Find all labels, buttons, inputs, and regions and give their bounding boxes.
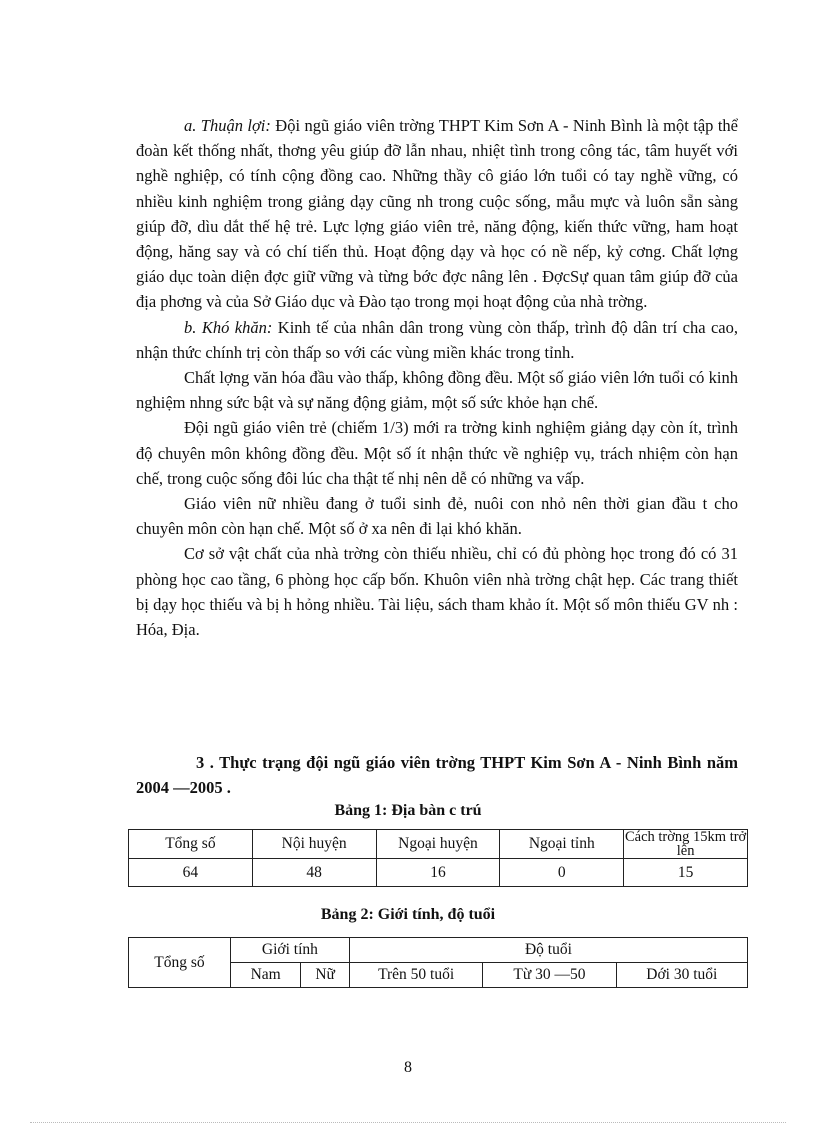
table-header-cell: Tổng số bbox=[129, 830, 253, 859]
table-header-cell: Ngoại tỉnh bbox=[500, 830, 624, 859]
paragraph: Cơ sở vật chất của nhà trờng còn thiếu nhiều, chỉ có đủ phòng học trong đó có 31 phòng học cao tầng, 6 phòng học cấp bốn. Khuôn viên nhà trờng chật hẹp. Các trang thiết bị dạy học thiếu và bị h hỏng nhiều. Tài liệu, sách tham khảo ít. Một số môn thiếu GV nh : Hóa, Địa. bbox=[136, 544, 738, 640]
table-header-row bbox=[129, 830, 748, 859]
table-header-cell: Nữ bbox=[301, 963, 350, 988]
difficulties-text: Kinh tế của nhân dân trong vùng còn thấp, trình độ dân trí cha cao, nhận thức chính trị còn thấp so với các vùng miền khác trong tỉnh. bbox=[136, 317, 738, 362]
gender-age-table bbox=[128, 937, 748, 988]
paragraph: Giáo viên nữ nhiều đang ở tuổi sinh đẻ, nuôi con nhỏ nên thời gian đầu t cho chuyên môn còn hạn chế. Một số ở xa nên đi lại khó khăn. bbox=[136, 494, 738, 539]
page-number: 8 bbox=[404, 1059, 412, 1076]
paragraph: Chất lợng văn hóa đầu vào thấp, không đồng đều. Một số giáo viên lớn tuổi có kinh nghiệm nhng sức bật và sự năng động giảm, một số sức khỏe hạn chế. bbox=[136, 368, 738, 413]
section-heading: 3 . Thực trạng đội ngũ giáo viên trờng THPT Kim Sơn A - Ninh Bình năm 2004 —2005 . bbox=[136, 753, 738, 797]
table-header-cell: Nam bbox=[230, 963, 300, 988]
difficulties-lead: b. Khó khăn: bbox=[184, 317, 273, 337]
table-header-cell: Tổng số bbox=[129, 938, 231, 988]
table1-caption: Bảng 1: Địa bàn c trú bbox=[334, 802, 482, 819]
paragraph: Đội ngũ giáo viên trẻ (chiếm 1/3) mới ra trờng kinh nghiệm giảng dạy còn ít, trình độ chuyên môn không đồng đều. Một số ít nhận thức về nghiệp vụ, trách nhiệm còn hạn chế, trong cuộc sống đôi lúc cha thật tế nhị nên dễ có những va vấp. bbox=[136, 418, 738, 488]
advantages-paragraph bbox=[136, 113, 738, 315]
table-header-cell: Dới 30 tuổi bbox=[616, 963, 747, 988]
table-header-cell: Từ 30 —50 bbox=[483, 963, 616, 988]
table-cell: 0 bbox=[500, 859, 624, 887]
table-cell: 15 bbox=[624, 859, 748, 887]
table-row bbox=[129, 859, 748, 887]
table-header-cell: Trên 50 tuổi bbox=[349, 963, 482, 988]
table-cell: 48 bbox=[252, 859, 376, 887]
table-header-cell: Cách trờng 15km trở lên bbox=[624, 829, 747, 859]
residence-table bbox=[128, 829, 748, 887]
difficulties-paragraph bbox=[136, 315, 738, 365]
table-header-row bbox=[129, 938, 748, 963]
table-header-cell: Giới tính bbox=[230, 938, 349, 963]
table2-caption: Bảng 2: Giới tính, độ tuổi bbox=[320, 906, 496, 923]
table-cell: 16 bbox=[376, 859, 500, 887]
body-text bbox=[136, 113, 738, 642]
table-cell: 64 bbox=[129, 859, 253, 887]
table-header-cell: Độ tuổi bbox=[349, 938, 747, 963]
table-header-cell: Nội huyện bbox=[252, 830, 376, 859]
advantages-lead: a. Thuận lợi: bbox=[184, 116, 271, 135]
advantages-text: Đội ngũ giáo viên trờng THPT Kim Sơn A - Ninh Bình là một tập thể đoàn kết thống nhất, thơng yêu giúp đỡ lẫn nhau, nhiệt tình trong công tác, tâm huyết với nghề nghiệp, có tính cộng đồng cao. Những thầy cô giáo lớn tuổi có tay nghề vững, có nhiều kinh nghiệm trong giảng dạy cũng nh trong cuộc sống, mẫu mực và luôn sẵn sàng giúp đỡ, dìu dắt thế hệ trẻ. Lực lợng giáo viên trẻ, năng động, kiến thức vững, ham hoạt động, hăng say và có chí tiến thủ. Hoạt động dạy và học có nề nếp, kỷ cơng. Chất lợng giáo dục toàn diện đợc giữ vững và từng bớc đợc nâng lên . ĐợcSự quan tâm giúp đỡ của địa phơng và của Sở Giáo dục và Đào tạo trong mọi hoạt động của nhà trờng. bbox=[136, 116, 738, 312]
table-header-cell: Ngoại huyện bbox=[376, 830, 500, 859]
